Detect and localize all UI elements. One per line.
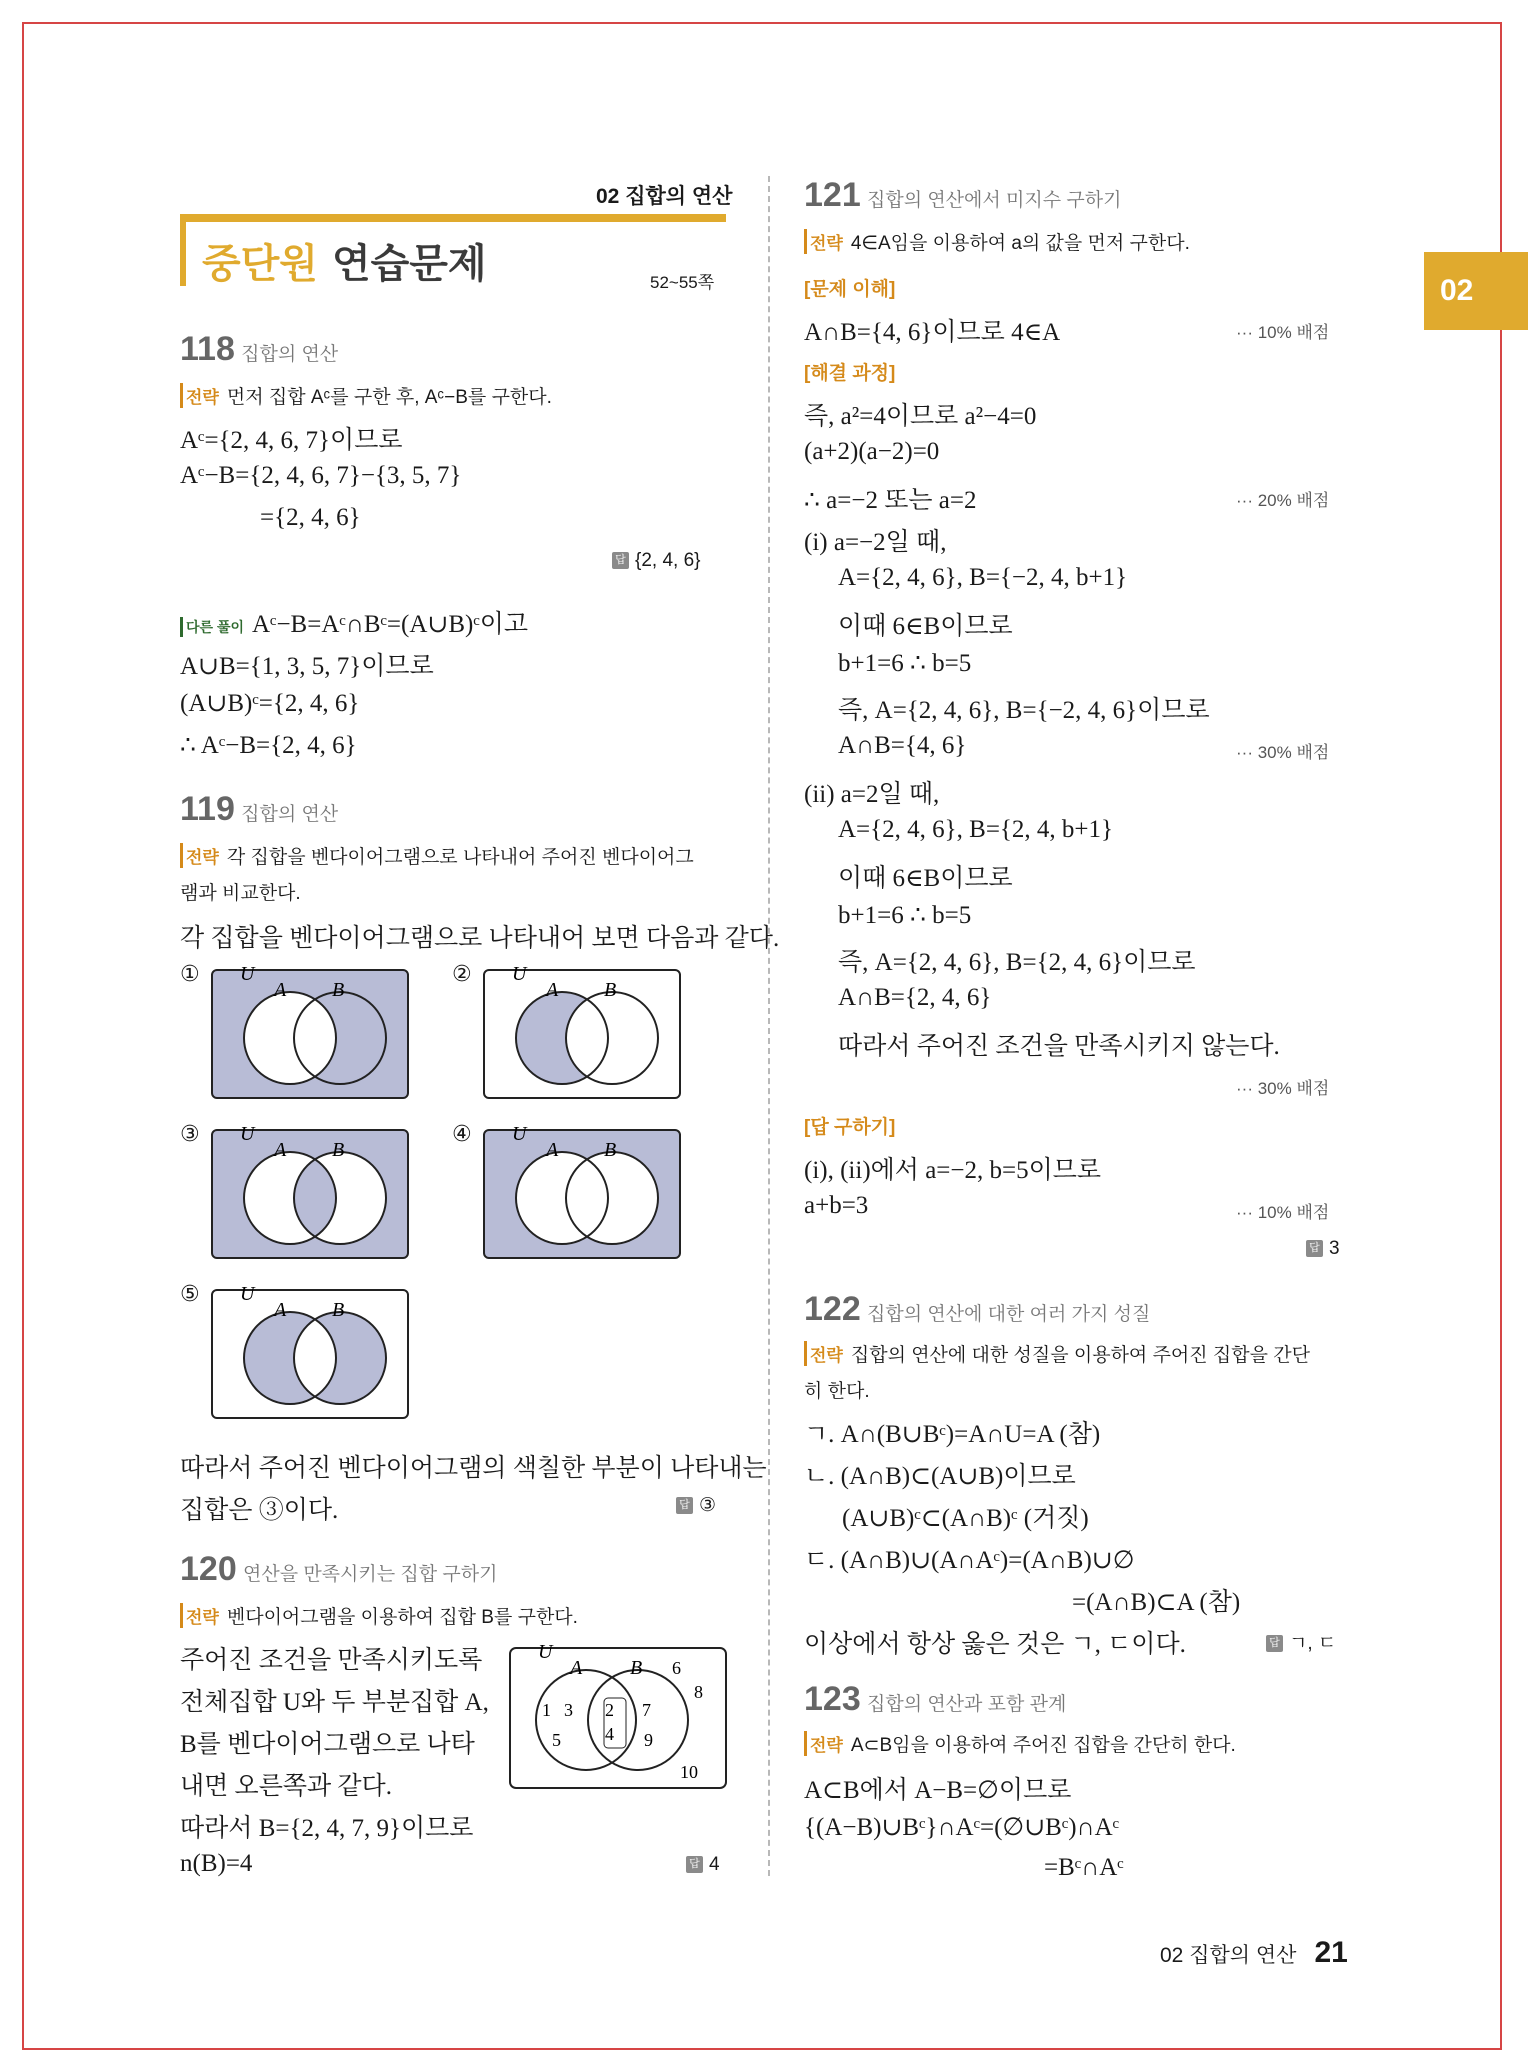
page-footer bbox=[1160, 1936, 1348, 1970]
answer-119 bbox=[676, 1494, 716, 1517]
title-part-1: 중단원 bbox=[202, 242, 318, 286]
problem-122-heading bbox=[804, 1290, 1150, 1329]
venn-b-label: B bbox=[332, 1299, 345, 1321]
answer-value: 3 bbox=[1329, 1238, 1340, 1259]
problem-number: 123 bbox=[804, 1680, 861, 1718]
option-mark: ① bbox=[180, 962, 200, 987]
chapter-side-tab: 02 bbox=[1424, 252, 1528, 330]
alt-line: A∪B={1, 3, 5, 7}이므로 bbox=[180, 653, 434, 680]
solution-line: ㄷ. (A∩B)∪(A∩Aᶜ)=(A∩B)∪∅ bbox=[804, 1547, 1135, 1574]
title-part-2: 연습문제 bbox=[332, 242, 487, 286]
page-range: 52~55쪽 bbox=[650, 273, 715, 292]
answer-118 bbox=[612, 550, 701, 572]
venn-u-label: U bbox=[240, 1123, 255, 1145]
venn-u-label: U bbox=[240, 1283, 255, 1305]
solution-line: =Bᶜ∩Aᶜ bbox=[1044, 1854, 1124, 1881]
section-title bbox=[180, 214, 726, 290]
venn-element: 5 bbox=[552, 1730, 561, 1750]
venn-b-label: B bbox=[332, 1139, 345, 1161]
problem-118-heading bbox=[180, 330, 338, 369]
venn-b-label: B bbox=[332, 979, 345, 1001]
strategy-text: 벤다이어그램을 이용하여 집합 B를 구한다. bbox=[226, 1607, 578, 1628]
venn-diagram bbox=[210, 1122, 410, 1262]
venn-element: 6 bbox=[672, 1658, 681, 1678]
problem-120-heading bbox=[180, 1550, 497, 1589]
venn-a-label: A bbox=[274, 1139, 287, 1161]
solution-line: (ii) a=2일 때, bbox=[804, 781, 940, 808]
venn-u-label: U bbox=[512, 963, 527, 985]
venn-element: 3 bbox=[564, 1700, 573, 1720]
section-label: [답 구하기] bbox=[804, 1117, 896, 1138]
answer-value: ㄱ, ㄷ bbox=[1289, 1633, 1337, 1654]
strategy-tag: 전략 bbox=[804, 1341, 845, 1366]
venn-element: 8 bbox=[694, 1682, 703, 1702]
venn-120 bbox=[508, 1640, 728, 1790]
answer-value: ③ bbox=[699, 1495, 717, 1516]
venn-b-label: B bbox=[604, 1139, 617, 1161]
solution-line: 이때 6∈B이므로 bbox=[838, 613, 1013, 640]
venn-a-label: A bbox=[546, 979, 559, 1001]
venn-a-label: A bbox=[570, 1657, 583, 1679]
score-note: ··· 30% 배점 bbox=[1236, 743, 1330, 762]
option-mark: ③ bbox=[180, 1122, 200, 1147]
solution-line: b+1=6 ∴ b=5 bbox=[838, 902, 972, 929]
strategy-text: A⊂B임을 이용하여 주어진 집합을 간단히 한다. bbox=[850, 1735, 1236, 1756]
score-note: ··· 30% 배점 bbox=[1236, 1079, 1330, 1098]
answer-122 bbox=[1266, 1628, 1336, 1655]
venn-u-label: U bbox=[538, 1641, 553, 1663]
strategy-text: 먼저 집합 Aᶜ를 구한 후, Aᶜ−B를 구한다. bbox=[226, 387, 552, 408]
alt-tag: 다른 풀이 bbox=[180, 617, 246, 637]
strategy-tag: 전략 bbox=[180, 1603, 221, 1628]
problem-title: 연산을 만족시키는 집합 구하기 bbox=[242, 1564, 498, 1585]
problem-title: 집합의 연산에서 미지수 구하기 bbox=[866, 190, 1122, 211]
solution-line: 주어진 조건을 만족시키도록 bbox=[180, 1647, 483, 1674]
option-mark: ④ bbox=[452, 1122, 472, 1147]
strategy-tag: 전략 bbox=[804, 229, 845, 254]
conclusion-line: 따라서 주어진 벤다이어그램의 색칠한 부분이 나타내는 bbox=[180, 1455, 767, 1482]
answer-icon: 답 bbox=[676, 1497, 693, 1514]
answer-value: 4 bbox=[709, 1854, 720, 1875]
section-label: [문제 이해] bbox=[804, 279, 896, 300]
strategy-tag: 전략 bbox=[804, 1731, 845, 1756]
score-note: ··· 10% 배점 bbox=[1236, 323, 1330, 342]
problem-number: 121 bbox=[804, 176, 861, 214]
answer-icon: 답 bbox=[612, 552, 629, 569]
solution-line: 즉, A={2, 4, 6}, B={2, 4, 6}이므로 bbox=[838, 949, 1196, 976]
answer-icon: 답 bbox=[1306, 1240, 1323, 1257]
problem-number: 118 bbox=[180, 330, 235, 368]
problem-123-heading bbox=[804, 1680, 1066, 1719]
problem-119-heading bbox=[180, 790, 338, 829]
venn-element: 4 bbox=[605, 1724, 614, 1744]
answer-icon: 답 bbox=[1266, 1635, 1283, 1652]
section-label: [해결 과정] bbox=[804, 363, 896, 384]
solution-line: (A∪B)ᶜ⊂(A∩B)ᶜ (거짓) bbox=[842, 1505, 1089, 1532]
strategy-text: 4∈A임을 이용하여 a의 값을 먼저 구한다. bbox=[850, 233, 1190, 254]
strategy-tag: 전략 bbox=[180, 383, 221, 408]
problem-number: 122 bbox=[804, 1290, 861, 1328]
problem-title: 집합의 연산 bbox=[241, 344, 339, 365]
solution-line: (i) a=−2일 때, bbox=[804, 529, 947, 556]
strategy-123 bbox=[804, 1730, 1236, 1757]
venn-u-label: U bbox=[512, 1123, 527, 1145]
venn-element: 1 bbox=[542, 1700, 551, 1720]
chapter-header: 02 집합의 연산 bbox=[596, 185, 733, 208]
solution-line: {(A−B)∪Bᶜ}∩Aᶜ=(∅∪Bᶜ)∩Aᶜ bbox=[804, 1814, 1120, 1841]
problem-title: 집합의 연산에 대한 여러 가지 성질 bbox=[866, 1304, 1151, 1325]
answer-value: {2, 4, 6} bbox=[635, 550, 701, 571]
venn-element: 9 bbox=[644, 1730, 653, 1750]
venn-b-label: B bbox=[630, 1657, 643, 1679]
solution-line: b+1=6 ∴ b=5 bbox=[838, 650, 972, 677]
solution-line: Aᶜ={2, 4, 6, 7}이므로 bbox=[180, 427, 403, 454]
solution-line: A∩B={4, 6} bbox=[838, 732, 967, 759]
strategy-122 bbox=[804, 1340, 1310, 1367]
solution-line: 즉, A={2, 4, 6}, B={−2, 4, 6}이므로 bbox=[838, 697, 1210, 724]
problem-number: 120 bbox=[180, 1550, 237, 1588]
strategy-118 bbox=[180, 382, 552, 409]
solution-line: 내면 오른쪽과 같다. bbox=[180, 1773, 392, 1800]
solution-line: ∴ a=−2 또는 a=2 bbox=[804, 487, 977, 514]
solution-line: n(B)=4 bbox=[180, 1850, 253, 1877]
venn-u-label: U bbox=[240, 963, 255, 985]
solution-line: =(A∩B)⊂A (참) bbox=[1072, 1589, 1241, 1616]
problem-title: 집합의 연산과 포함 관계 bbox=[866, 1694, 1067, 1715]
solution-line: a+b=3 bbox=[804, 1192, 869, 1219]
venn-element: 10 bbox=[680, 1762, 698, 1782]
venn-a-label: A bbox=[274, 979, 287, 1001]
alt-line: Aᶜ−B=Aᶜ∩Bᶜ=(A∪B)ᶜ이고 bbox=[252, 611, 529, 638]
solution-line: ㄴ. (A∩B)⊂(A∪B)이므로 bbox=[804, 1463, 1076, 1490]
problem-title: 집합의 연산 bbox=[241, 804, 339, 825]
venn-diagram bbox=[482, 1122, 682, 1262]
solution-line: A∩B={2, 4, 6} bbox=[838, 984, 992, 1011]
venn-element: 7 bbox=[642, 1700, 651, 1720]
venn-diagram bbox=[210, 1282, 410, 1422]
venn-diagram bbox=[210, 962, 410, 1102]
option-mark: ② bbox=[452, 962, 472, 987]
solution-line: 이때 6∈B이므로 bbox=[838, 865, 1013, 892]
solution-line: 전체집합 U와 두 부분집합 A, bbox=[180, 1689, 489, 1716]
solution-line: 따라서 B={2, 4, 7, 9}이므로 bbox=[180, 1815, 474, 1842]
option-mark: ⑤ bbox=[180, 1282, 200, 1307]
alt-line: ∴ Aᶜ−B={2, 4, 6} bbox=[180, 732, 357, 759]
venn-a-label: A bbox=[274, 1299, 287, 1321]
column-divider bbox=[768, 176, 770, 1876]
venn-a-label: A bbox=[546, 1139, 559, 1161]
strategy-120 bbox=[180, 1602, 578, 1629]
score-note: ··· 20% 배점 bbox=[1236, 491, 1330, 510]
problem-121-heading bbox=[804, 176, 1121, 215]
answer-120 bbox=[686, 1854, 720, 1876]
strategy-tag: 전략 bbox=[180, 843, 221, 868]
solution-line: 즉, a²=4이므로 a²−4=0 bbox=[804, 403, 1037, 430]
alt-line: (A∪B)ᶜ={2, 4, 6} bbox=[180, 690, 360, 717]
answer-icon: 답 bbox=[686, 1856, 703, 1873]
conclusion-line: 집합은 ③이다. bbox=[180, 1497, 339, 1524]
solution-line: ={2, 4, 6} bbox=[260, 504, 361, 531]
solution-line: A={2, 4, 6}, B={2, 4, b+1} bbox=[838, 816, 1114, 843]
solution-line: Aᶜ−B={2, 4, 6, 7}−{3, 5, 7} bbox=[180, 462, 462, 489]
strategy-text-cont: 램과 비교한다. bbox=[180, 883, 301, 904]
footer-chapter: 02 집합의 연산 bbox=[1160, 1944, 1297, 1967]
venn-element: 2 bbox=[605, 1700, 614, 1720]
strategy-119 bbox=[180, 842, 694, 869]
page-number: 21 bbox=[1314, 1936, 1348, 1969]
alt-solution-118 bbox=[180, 604, 528, 640]
strategy-text-cont: 히 한다. bbox=[804, 1381, 870, 1402]
strategy-121 bbox=[804, 228, 1190, 255]
solution-line: A∩B={4, 6}이므로 4∈A bbox=[804, 319, 1061, 346]
venn-diagram bbox=[482, 962, 682, 1102]
strategy-text: 각 집합을 벤다이어그램으로 나타내어 주어진 벤다이어그 bbox=[226, 847, 694, 868]
strategy-text: 집합의 연산에 대한 성질을 이용하여 주어진 집합을 간단 bbox=[850, 1345, 1310, 1366]
venn-b-label: B bbox=[604, 979, 617, 1001]
intro-text: 각 집합을 벤다이어그램으로 나타내어 보면 다음과 같다. bbox=[180, 925, 780, 952]
solution-line: A={2, 4, 6}, B={−2, 4, b+1} bbox=[838, 564, 1128, 591]
score-note: ··· 10% 배점 bbox=[1236, 1203, 1330, 1222]
solution-line: B를 벤다이어그램으로 나타 bbox=[180, 1731, 475, 1758]
solution-line: (a+2)(a−2)=0 bbox=[804, 438, 940, 465]
solution-line: ㄱ. A∩(B∪Bᶜ)=A∩U=A (참) bbox=[804, 1421, 1101, 1448]
solution-line: 이상에서 항상 옳은 것은 ㄱ, ㄷ이다. bbox=[804, 1631, 1186, 1658]
problem-number: 119 bbox=[180, 790, 235, 828]
solution-line: A⊂B에서 A−B=∅이므로 bbox=[804, 1777, 1072, 1804]
solution-line: (i), (ii)에서 a=−2, b=5이므로 bbox=[804, 1157, 1102, 1184]
solution-line: 따라서 주어진 조건을 만족시키지 않는다. bbox=[838, 1033, 1280, 1060]
answer-121 bbox=[1306, 1238, 1340, 1260]
